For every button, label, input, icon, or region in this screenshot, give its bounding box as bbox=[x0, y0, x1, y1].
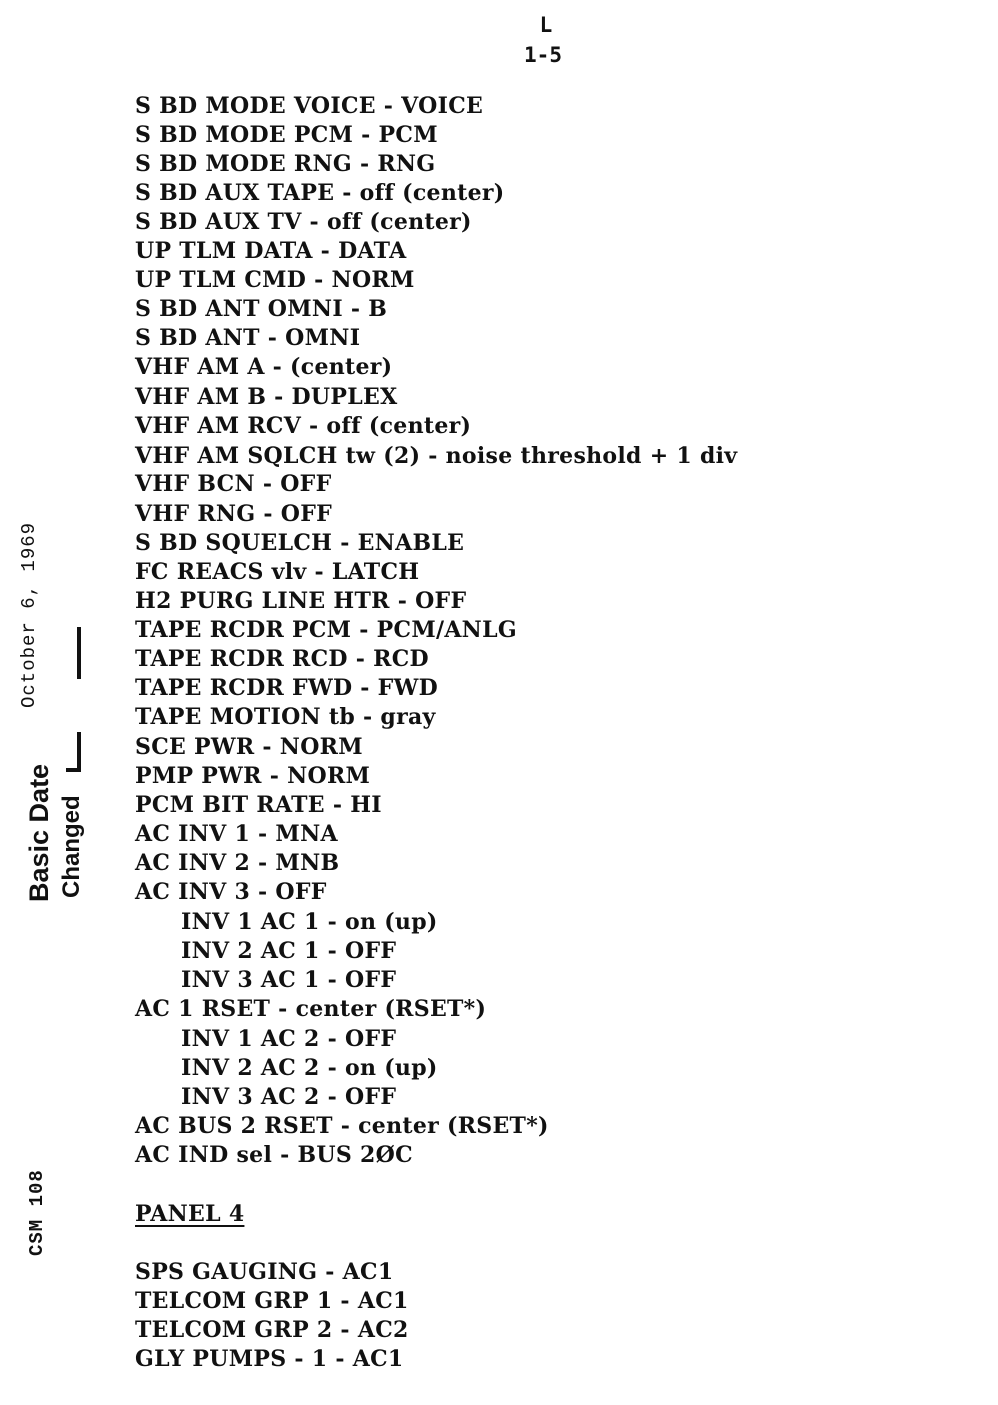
checklist-line: TELCOM GRP 1 - AC1 bbox=[135, 1288, 409, 1314]
checklist-line: SCE PWR - NORM bbox=[135, 734, 363, 760]
checklist-line: TAPE MOTION tb - gray bbox=[135, 704, 436, 730]
checklist-line: H2 PURG LINE HTR - OFF bbox=[135, 588, 467, 614]
checklist-subline: INV 3 AC 1 - OFF bbox=[181, 967, 397, 993]
checklist-line: S BD MODE PCM - PCM bbox=[135, 122, 438, 148]
margin-basic-date-label: Basic Date bbox=[24, 763, 54, 902]
checklist-line: FC REACS vlv - LATCH bbox=[135, 559, 420, 585]
checklist-line: S BD AUX TAPE - off (center) bbox=[135, 180, 505, 206]
margin-vehicle-id: CSM 108 bbox=[26, 1169, 48, 1256]
checklist-line: S BD AUX TV - off (center) bbox=[135, 209, 472, 235]
checklist-line: PCM BIT RATE - HI bbox=[135, 792, 382, 818]
checklist-line: VHF AM SQLCH tw (2) - noise threshold + 1 div bbox=[135, 443, 738, 469]
checklist-line: TELCOM GRP 2 - AC2 bbox=[135, 1317, 409, 1343]
checklist-line: S BD ANT - OMNI bbox=[135, 325, 361, 351]
checklist-line: SPS GAUGING - AC1 bbox=[135, 1259, 394, 1285]
checklist-line: TAPE RCDR RCD - RCD bbox=[135, 646, 429, 672]
checklist-line: UP TLM CMD - NORM bbox=[135, 267, 415, 293]
checklist-line: AC 1 RSET - center (RSET*) bbox=[135, 996, 487, 1022]
checklist-line: AC INV 1 - MNA bbox=[135, 821, 338, 847]
checklist-subline: INV 1 AC 1 - on (up) bbox=[181, 909, 438, 935]
checklist-line: VHF BCN - OFF bbox=[135, 471, 332, 497]
checklist-line: S BD MODE VOICE - VOICE bbox=[135, 93, 484, 119]
checklist-line: GLY PUMPS - 1 - AC1 bbox=[135, 1346, 404, 1372]
revision-letter: L bbox=[539, 13, 553, 37]
margin-changed-label: Changed bbox=[58, 795, 85, 898]
checklist-line: AC IND sel - BUS 2ØC bbox=[135, 1142, 413, 1168]
checklist-subline: INV 1 AC 2 - OFF bbox=[181, 1026, 397, 1052]
checklist-line: VHF AM RCV - off (center) bbox=[135, 413, 472, 439]
checklist-line: VHF AM A - (center) bbox=[135, 354, 393, 380]
checklist-subline: INV 2 AC 1 - OFF bbox=[181, 938, 397, 964]
checklist-line: S BD ANT OMNI - B bbox=[135, 296, 388, 322]
checklist-line: AC BUS 2 RSET - center (RSET*) bbox=[135, 1113, 549, 1139]
checklist-line: PMP PWR - NORM bbox=[135, 763, 371, 789]
page-number: 1-5 bbox=[524, 43, 562, 67]
checklist-line: AC INV 3 - OFF bbox=[135, 879, 327, 905]
checklist-line: S BD MODE RNG - RNG bbox=[135, 151, 436, 177]
checklist-line: S BD SQUELCH - ENABLE bbox=[135, 530, 465, 556]
margin-date: October 6, 1969 bbox=[18, 521, 40, 708]
checklist-line: AC INV 2 - MNB bbox=[135, 850, 340, 876]
checklist-line: VHF RNG - OFF bbox=[135, 501, 333, 527]
checklist-line: TAPE RCDR PCM - PCM/ANLG bbox=[135, 617, 517, 643]
checklist-line: VHF AM B - DUPLEX bbox=[135, 384, 398, 410]
checklist-line: TAPE RCDR FWD - FWD bbox=[135, 675, 438, 701]
panel-heading: PANEL 4 bbox=[135, 1201, 245, 1227]
checklist-subline: INV 2 AC 2 - on (up) bbox=[181, 1055, 438, 1081]
checklist-subline: INV 3 AC 2 - OFF bbox=[181, 1084, 397, 1110]
checklist-line: UP TLM DATA - DATA bbox=[135, 238, 407, 264]
